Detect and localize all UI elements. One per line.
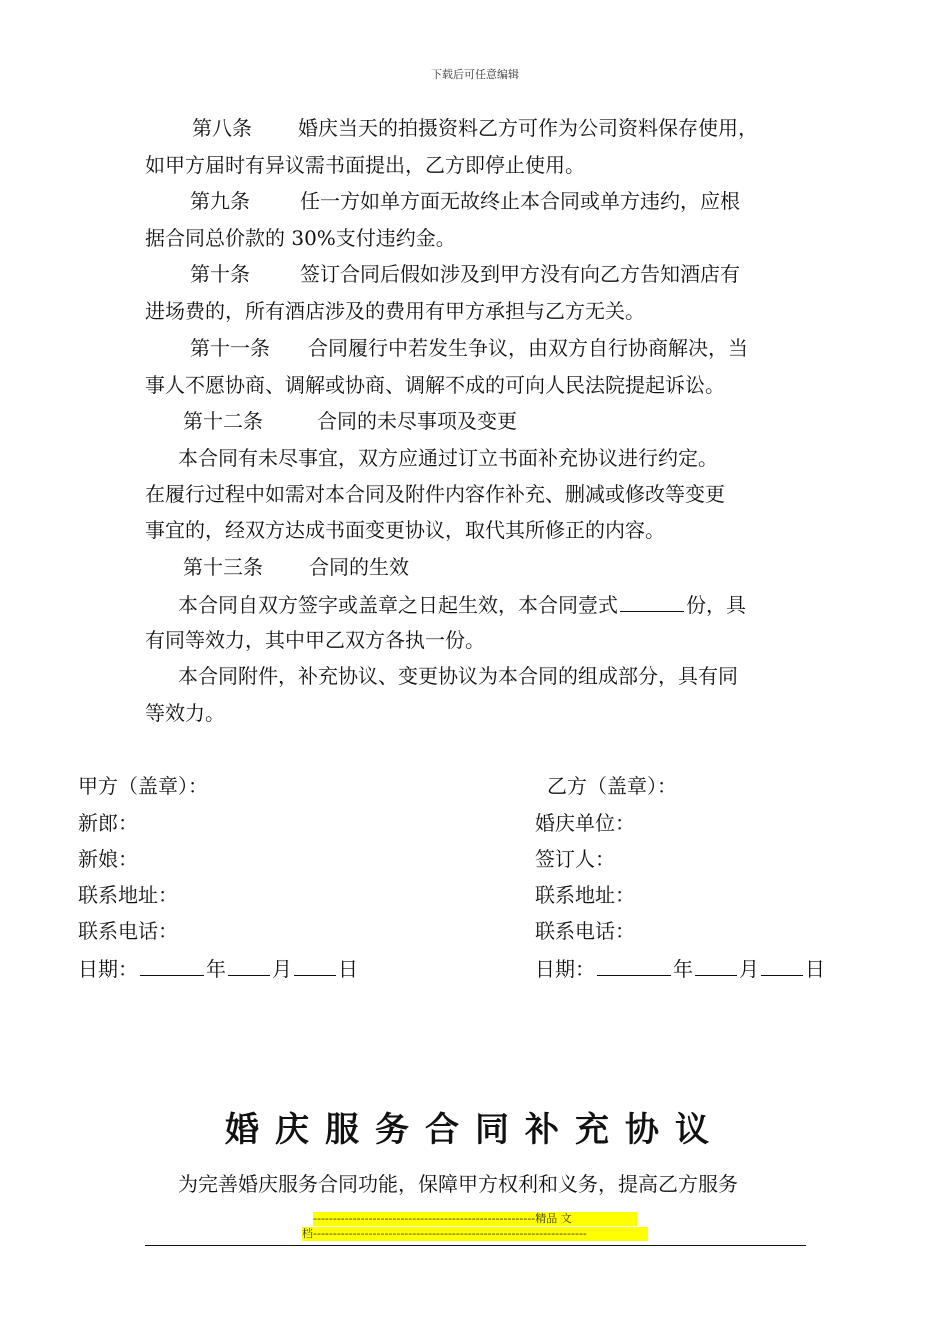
party-a-groom: 新郎： bbox=[78, 811, 138, 835]
copies-blank bbox=[620, 591, 684, 612]
party-a-bride: 新娘： bbox=[78, 847, 138, 871]
article-13-paragraph-1 bbox=[178, 591, 746, 617]
supplement-title: 婚庆服务合同补充协议 bbox=[225, 1110, 725, 1150]
article-9-text: 任一方如单方面无故终止本合同或单方违约，应根 bbox=[300, 189, 740, 213]
party-a-seal: 甲方（盖章）： bbox=[78, 774, 208, 798]
article-10-line-2: 进场费的，所有酒店涉及的费用有甲方承担与乙方无关。 bbox=[145, 299, 645, 323]
party-a-year-label: 年 bbox=[206, 957, 226, 981]
party-a-address: 联系地址： bbox=[78, 883, 178, 907]
article-12-paragraph-2: 在履行过程中如需对本合同及附件内容作补充、删减或修改等变更 bbox=[145, 482, 725, 506]
party-a-year-blank bbox=[140, 955, 204, 976]
party-b-year-blank bbox=[597, 955, 671, 976]
article-10-label: 第十条 bbox=[190, 262, 250, 286]
party-a-day-label: 日 bbox=[338, 957, 358, 981]
article-11-text: 合同履行中若发生争议，由双方自行协商解决，当 bbox=[308, 336, 748, 360]
article-11-line-1 bbox=[190, 336, 748, 360]
article-13-label: 第十三条 bbox=[183, 555, 263, 579]
footer-watermark-line-1: --------------------------------------------------------精品 文 bbox=[313, 1212, 637, 1226]
party-a-month-blank bbox=[228, 955, 270, 976]
party-b-seal: 乙方（盖章）： bbox=[547, 774, 677, 798]
article-11-line-2: 事人不愿协商、调解或协商、调解不成的可向人民法院提起诉讼。 bbox=[145, 373, 725, 397]
footer-watermark-line-2: 档--------------------------------------------------------------------- bbox=[302, 1227, 648, 1241]
party-b-day-label: 日 bbox=[805, 957, 825, 981]
article-10-text: 签订合同后假如涉及到甲方没有向乙方告知酒店有 bbox=[300, 262, 740, 286]
article-10-line-1 bbox=[190, 262, 740, 286]
article-8-label: 第八条 bbox=[192, 116, 252, 140]
party-a-date bbox=[78, 955, 358, 981]
footer-rule bbox=[145, 1245, 806, 1246]
party-b-day-blank bbox=[761, 955, 803, 976]
party-b-date-label: 日期： bbox=[535, 957, 595, 981]
article-12-title: 合同的未尽事项及变更 bbox=[317, 409, 517, 433]
party-b-phone: 联系电话： bbox=[535, 919, 635, 943]
party-b-year-label: 年 bbox=[673, 957, 693, 981]
article-13-heading bbox=[183, 555, 409, 579]
article-8-line-2: 如甲方届时有异议需书面提出，乙方即停止使用。 bbox=[145, 153, 585, 177]
article-13-paragraph-2: 有同等效力，其中甲乙双方各执一份。 bbox=[145, 628, 485, 652]
article-9-line-1 bbox=[190, 189, 740, 213]
party-a-day-blank bbox=[294, 955, 336, 976]
article-9-line-2: 据合同总价款的 30%支付违约金。 bbox=[145, 226, 456, 250]
article-13-p1-tail: 份，具 bbox=[686, 593, 746, 617]
article-13-p1-text: 本合同自双方签字或盖章之日起生效，本合同壹式 bbox=[178, 593, 618, 617]
article-13-paragraph-4: 等效力。 bbox=[145, 701, 225, 725]
article-9-label: 第九条 bbox=[190, 189, 250, 213]
supplement-intro: 为完善婚庆服务合同功能，保障甲方权利和义务，提高乙方服务 bbox=[178, 1172, 738, 1196]
article-13-paragraph-3: 本合同附件，补充协议、变更协议为本合同的组成部分，具有同 bbox=[178, 664, 738, 688]
party-b-signer: 签订人： bbox=[535, 847, 615, 871]
article-12-heading bbox=[183, 409, 517, 433]
party-b-address: 联系地址： bbox=[535, 883, 635, 907]
article-12-label: 第十二条 bbox=[183, 409, 263, 433]
party-b-month-blank bbox=[695, 955, 737, 976]
party-a-phone: 联系电话： bbox=[78, 919, 178, 943]
party-b-date bbox=[535, 955, 825, 981]
party-b-month-label: 月 bbox=[739, 957, 759, 981]
party-a-month-label: 月 bbox=[272, 957, 292, 981]
article-12-paragraph-1: 本合同有未尽事宜，双方应通过订立书面补充协议进行约定。 bbox=[178, 446, 718, 470]
article-12-paragraph-3: 事宜的，经双方达成书面变更协议，取代其所修正的内容。 bbox=[145, 518, 665, 542]
article-13-title: 合同的生效 bbox=[309, 555, 409, 579]
article-8-text: 婚庆当天的拍摄资料乙方可作为公司资料保存使用， bbox=[298, 116, 758, 140]
party-b-company: 婚庆单位： bbox=[535, 811, 635, 835]
article-8-line-1 bbox=[192, 116, 758, 140]
party-a-date-label: 日期： bbox=[78, 957, 138, 981]
header-note: 下载后可任意编辑 bbox=[431, 68, 519, 81]
article-11-label: 第十一条 bbox=[190, 336, 270, 360]
